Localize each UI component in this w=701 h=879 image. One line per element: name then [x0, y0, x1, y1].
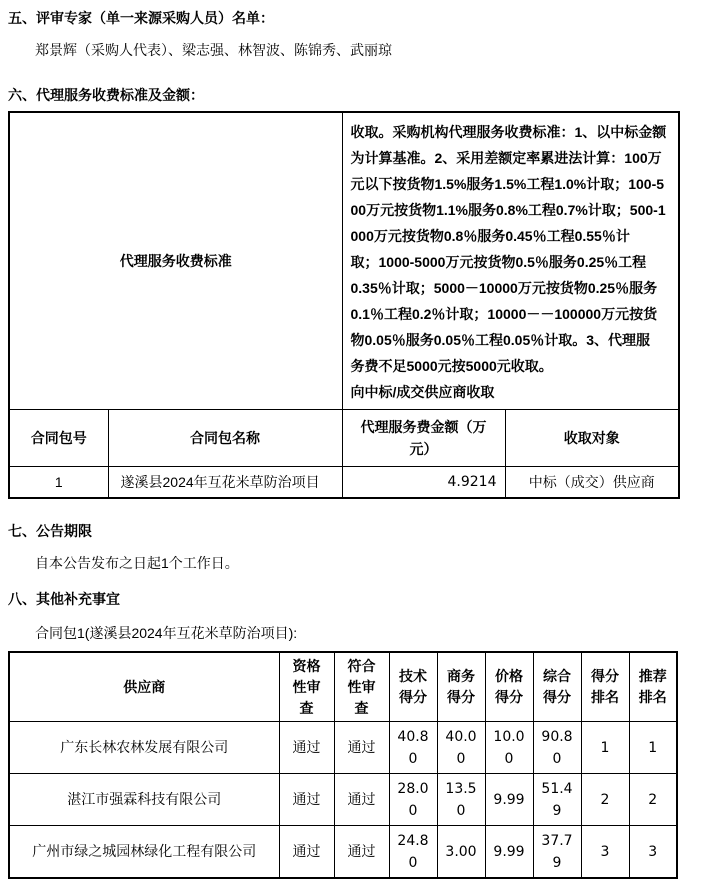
fee-standard-line: 为计算基准。2、采用差额定率累进法计算：100万: [350, 150, 662, 166]
cell-technical-score: 24.80: [389, 826, 437, 879]
cell-technical-score: 28.00: [389, 774, 437, 826]
col-price-score: 价格得分: [485, 652, 533, 722]
experts-list: 郑景辉（采购人代表）、梁志强、林智波、陈锦秀、武丽琼: [35, 42, 392, 58]
cell-score-rank: 1: [581, 722, 629, 774]
col-supplier: 供应商: [9, 652, 279, 722]
cell-qualification-review: 通过: [279, 774, 334, 826]
col-score-rank: 得分排名: [581, 652, 629, 722]
section8-heading: 八、其他补充事宜: [8, 591, 120, 607]
table-row: [9, 722, 677, 774]
cell-total-score: 90.80: [533, 722, 581, 774]
col-technical-score: 技术得分: [389, 652, 437, 722]
supplier-score-table: [8, 651, 678, 879]
cell-recommend-rank: 2: [629, 774, 677, 826]
fee-standard-row: [9, 112, 679, 410]
table-row: [9, 467, 679, 499]
table-row: [9, 774, 677, 826]
col-package-name: 合同包名称: [108, 410, 342, 467]
col-total-score: 综合得分: [533, 652, 581, 722]
cell-score-rank: 2: [581, 774, 629, 826]
cell-technical-score: 40.80: [389, 722, 437, 774]
fee-header-row: [9, 410, 679, 467]
fee-standard-table: [8, 111, 680, 499]
fee-standard-label: 代理服务收费标准: [9, 112, 342, 410]
cell-qualification-review: 通过: [279, 826, 334, 879]
col-qualification-review: 资格性审查: [279, 652, 334, 722]
cell-price-score: 9.99: [485, 774, 533, 826]
cell-compliance-review: 通过: [334, 722, 389, 774]
cell-price-score: 9.99: [485, 826, 533, 879]
fee-standard-line: 物0.05％服务0.05％工程0.05％计取。3、代理服: [350, 332, 651, 348]
fee-standard-line: 0.1％工程0.2％计取；10000－－100000万元按货: [350, 306, 658, 322]
fee-standard-text: [342, 112, 679, 410]
cell-package-no: 1: [9, 467, 108, 499]
contract-package-label: 合同包1(遂溪县2024年互花米草防治项目):: [35, 625, 298, 641]
announcement-period-text: 自本公告发布之日起1个工作日。: [35, 555, 239, 571]
fee-standard-line: 0.35％计取；5000－10000万元按货物0.25％服务: [350, 280, 658, 296]
cell-total-score: 37.79: [533, 826, 581, 879]
col-payer: 收取对象: [505, 410, 679, 467]
section7-heading: 七、公告期限: [8, 523, 92, 539]
col-recommend-rank: 推荐排名: [629, 652, 677, 722]
fee-standard-line: 00万元按货物1.1%服务0.8%工程0.7%计取；500-1: [350, 202, 666, 218]
score-header-row: [9, 652, 677, 722]
cell-compliance-review: 通过: [334, 774, 389, 826]
cell-payer: 中标（成交）供应商: [505, 467, 679, 499]
fee-standard-line: 收取。采购机构代理服务收费标准：1、以中标金额: [350, 124, 667, 140]
fee-standard-line: 向中标/成交供应商收取: [350, 384, 495, 400]
cell-compliance-review: 通过: [334, 826, 389, 879]
cell-recommend-rank: 3: [629, 826, 677, 879]
cell-price-score: 10.00: [485, 722, 533, 774]
fee-standard-line: 务费不足5000元按5000元收取。: [350, 358, 553, 374]
cell-fee-amount: 4.9214: [342, 467, 505, 499]
cell-recommend-rank: 1: [629, 722, 677, 774]
col-compliance-review: 符合性审查: [334, 652, 389, 722]
fee-standard-line: 取；1000-5000万元按货物0.5％服务0.25％工程: [350, 254, 647, 270]
col-business-score: 商务得分: [437, 652, 485, 722]
fee-standard-line: 000万元按货物0.8％服务0.45％工程0.55％计: [350, 228, 630, 244]
cell-total-score: 51.49: [533, 774, 581, 826]
section5-heading: 五、评审专家（单一来源采购人员）名单：: [8, 10, 274, 26]
cell-business-score: 3.00: [437, 826, 485, 879]
col-package-no: 合同包号: [9, 410, 108, 467]
table-row: [9, 826, 677, 879]
cell-score-rank: 3: [581, 826, 629, 879]
fee-standard-line: 元以下按货物1.5%服务1.5%工程1.0%计取；100-5: [350, 176, 665, 192]
cell-business-score: 40.00: [437, 722, 485, 774]
cell-package-name: 遂溪县2024年互花米草防治项目: [108, 467, 342, 499]
cell-supplier: 广东长林农林发展有限公司: [9, 722, 279, 774]
cell-supplier: 广州市绿之城园林绿化工程有限公司: [9, 826, 279, 879]
section6-heading: 六、代理服务收费标准及金额：: [8, 87, 204, 103]
cell-supplier: 湛江市强霖科技有限公司: [9, 774, 279, 826]
col-fee-amount: 代理服务费金额（万元）: [342, 410, 505, 467]
cell-qualification-review: 通过: [279, 722, 334, 774]
cell-business-score: 13.50: [437, 774, 485, 826]
